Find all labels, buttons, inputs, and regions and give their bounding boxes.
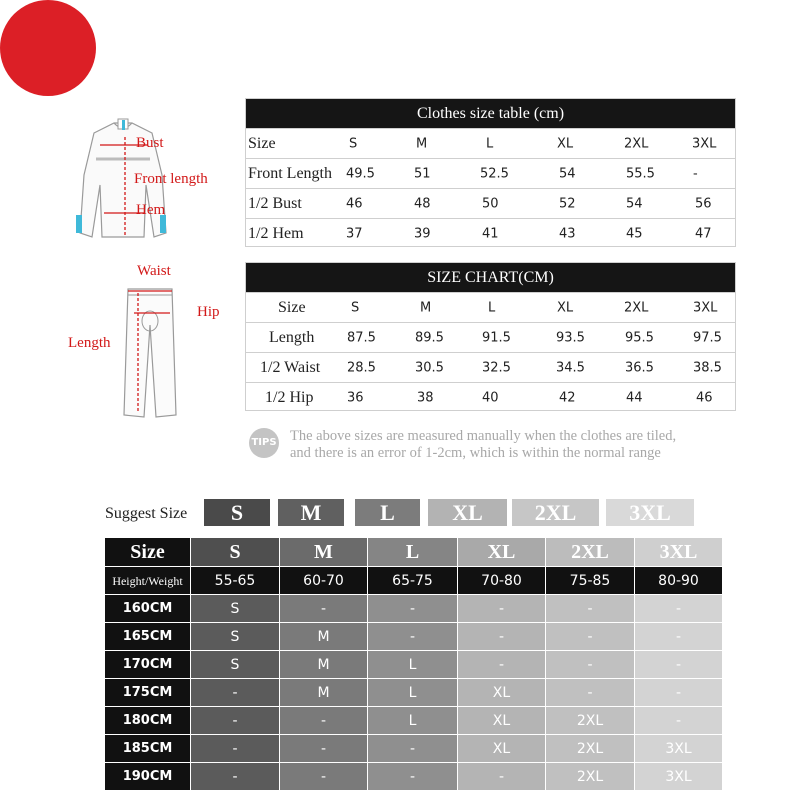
header-cell: M [416, 136, 428, 151]
grid-cell: - [635, 679, 723, 707]
table-cell: 42 [559, 390, 576, 405]
front-length-label: Front length [134, 171, 208, 187]
table-row [246, 322, 735, 352]
grid-weight-cell: 60-70 [280, 567, 368, 595]
grid-size-2xl: 2XL [546, 538, 635, 567]
asian-size-badge [0, 0, 434, 96]
grid-weight-cell: 55-65 [191, 567, 280, 595]
header-cell: 3XL [692, 136, 717, 151]
grid-cell: - [635, 651, 723, 679]
header-cell: 3XL [693, 300, 718, 315]
table-cell: - [693, 166, 698, 181]
grid-cell: - [280, 595, 368, 623]
grid-cell: XL [458, 735, 546, 763]
grid-hw-header: Height/Weight [105, 567, 191, 595]
suggest-size-m: M [278, 499, 344, 526]
grid-cell: - [368, 735, 458, 763]
suggest-size-3xl: 3XL [606, 499, 694, 526]
grid-cell: L [368, 651, 458, 679]
grid-cell: - [635, 623, 723, 651]
header-cell: L [486, 136, 494, 151]
grid-height-cell: 170CM [105, 651, 191, 679]
table-cell: 30.5 [415, 360, 444, 375]
table-cell: 95.5 [625, 330, 654, 345]
table-cell: 46 [346, 196, 363, 211]
waist-label: Waist [137, 263, 171, 279]
table-cell: 54 [559, 166, 576, 181]
grid-cell: - [280, 707, 368, 735]
grid-cell: 3XL [635, 763, 723, 791]
grid-cell: M [280, 623, 368, 651]
table-row [246, 292, 735, 322]
grid-cell: - [458, 651, 546, 679]
bust-label: Bust [136, 135, 164, 151]
suggest-size-2xl: 2XL [512, 499, 599, 526]
table-cell: 40 [482, 390, 499, 405]
table-cell: 97.5 [693, 330, 722, 345]
badge-line2: SIZE [379, 52, 421, 73]
grid-cell: - [191, 735, 280, 763]
row-label: 1/2 Bust [248, 194, 302, 212]
grid-cell: - [368, 623, 458, 651]
size-chart-title: SIZE CHART(CM) [246, 263, 735, 292]
table-cell: 87.5 [347, 330, 376, 345]
table-row [246, 382, 735, 412]
grid-cell: 2XL [546, 735, 635, 763]
tips-line2: and there is an error of 1-2cm, which is within the normal range [290, 445, 661, 461]
grid-cell: - [368, 595, 458, 623]
grid-height-cell: 180CM [105, 707, 191, 735]
header-cell: 2XL [624, 136, 649, 151]
hem-label: Hem [136, 202, 166, 218]
grid-height-cell: 190CM [105, 763, 191, 791]
table-cell: 38.5 [693, 360, 722, 375]
tips-line1: The above sizes are measured manually when the clothes are tiled, [290, 428, 677, 444]
grid-size-header: Size [105, 538, 191, 567]
grid-cell: L [368, 707, 458, 735]
grid-cell: - [546, 679, 635, 707]
table-row [246, 352, 735, 382]
suggest-size-xl: XL [428, 499, 507, 526]
table-cell: 34.5 [556, 360, 585, 375]
table-cell: 93.5 [556, 330, 585, 345]
table-cell: 37 [346, 226, 363, 241]
grid-cell: M [280, 679, 368, 707]
grid-height-cell: 160CM [105, 595, 191, 623]
table-cell: 52 [559, 196, 576, 211]
table-cell: 49.5 [346, 166, 375, 181]
table-row [246, 128, 735, 158]
header-cell: 2XL [624, 300, 649, 315]
table-row [246, 188, 735, 218]
suggest-size-label: Suggest Size [105, 505, 188, 522]
table-cell: 50 [482, 196, 499, 211]
pants-size-chart [245, 262, 736, 411]
grid-height-cell: 175CM [105, 679, 191, 707]
header-cell: M [420, 300, 432, 315]
table-cell: 51 [414, 166, 431, 181]
header-cell: S [349, 136, 358, 151]
grid-cell: - [546, 623, 635, 651]
table-cell: 89.5 [415, 330, 444, 345]
grid-height-cell: 185CM [105, 735, 191, 763]
table-cell: 48 [414, 196, 431, 211]
grid-cell: - [635, 707, 723, 735]
row-label: 1/2 Hip [265, 388, 314, 406]
grid-height-cell: 165CM [105, 623, 191, 651]
table-cell: 36.5 [625, 360, 654, 375]
table-cell: 47 [695, 226, 712, 241]
table-cell: 55.5 [626, 166, 655, 181]
table-cell: 54 [626, 196, 643, 211]
suggest-size-l: L [355, 499, 420, 526]
table-cell: 38 [417, 390, 434, 405]
grid-size-l: L [368, 538, 458, 567]
grid-cell: - [280, 735, 368, 763]
grid-cell: S [191, 623, 280, 651]
grid-cell: XL [458, 707, 546, 735]
grid-cell: L [368, 679, 458, 707]
header-cell: L [488, 300, 496, 315]
grid-cell: 3XL [635, 735, 723, 763]
table-cell: 41 [482, 226, 499, 241]
grid-cell: - [546, 651, 635, 679]
grid-cell: 2XL [546, 707, 635, 735]
table-cell: 32.5 [482, 360, 511, 375]
grid-cell: S [191, 651, 280, 679]
size-recommendation-grid [105, 538, 723, 791]
table-cell: 45 [626, 226, 643, 241]
grid-cell: 2XL [546, 763, 635, 791]
row-label: Front Length [248, 164, 332, 182]
suggest-size-s: S [204, 499, 270, 526]
table-cell: 43 [559, 226, 576, 241]
table-cell: 46 [696, 390, 713, 405]
grid-cell: - [280, 763, 368, 791]
table-cell: 44 [626, 390, 643, 405]
length-label: Length [68, 335, 111, 351]
grid-cell: - [635, 595, 723, 623]
grid-cell: - [458, 595, 546, 623]
grid-cell: S [191, 595, 280, 623]
table-cell: 39 [414, 226, 431, 241]
table-cell: 36 [347, 390, 364, 405]
grid-size-s: S [191, 538, 280, 567]
badge-line1: ASIAN [366, 24, 434, 46]
grid-cell: - [191, 679, 280, 707]
grid-size-xl: XL [458, 538, 546, 567]
clothes-size-table [245, 98, 736, 247]
hip-label: Hip [197, 304, 220, 320]
header-cell: XL [557, 136, 574, 151]
grid-cell: - [546, 595, 635, 623]
pants-illustration [120, 285, 180, 425]
grid-cell: - [191, 763, 280, 791]
grid-cell: - [368, 763, 458, 791]
grid-cell: - [458, 623, 546, 651]
grid-weight-cell: 70-80 [458, 567, 546, 595]
header-cell: Size [248, 134, 276, 152]
row-label: 1/2 Hem [248, 224, 304, 242]
grid-size-3xl: 3XL [635, 538, 723, 567]
clothes-table-title: Clothes size table (cm) [246, 99, 735, 128]
grid-weight-cell: 65-75 [368, 567, 458, 595]
table-cell: 91.5 [482, 330, 511, 345]
row-label: Length [269, 328, 315, 346]
grid-cell: - [191, 707, 280, 735]
table-cell: 56 [695, 196, 712, 211]
grid-cell: - [458, 763, 546, 791]
grid-weight-cell: 80-90 [635, 567, 723, 595]
grid-size-m: M [280, 538, 368, 567]
table-row [246, 218, 735, 248]
header-cell: Size [278, 298, 306, 316]
header-cell: XL [557, 300, 574, 315]
table-row [246, 158, 735, 188]
grid-weight-cell: 75-85 [546, 567, 635, 595]
table-cell: 52.5 [480, 166, 509, 181]
table-cell: 28.5 [347, 360, 376, 375]
tips-icon: TIPS [249, 428, 279, 458]
grid-cell: M [280, 651, 368, 679]
row-label: 1/2 Waist [260, 358, 321, 376]
header-cell: S [351, 300, 360, 315]
grid-cell: XL [458, 679, 546, 707]
